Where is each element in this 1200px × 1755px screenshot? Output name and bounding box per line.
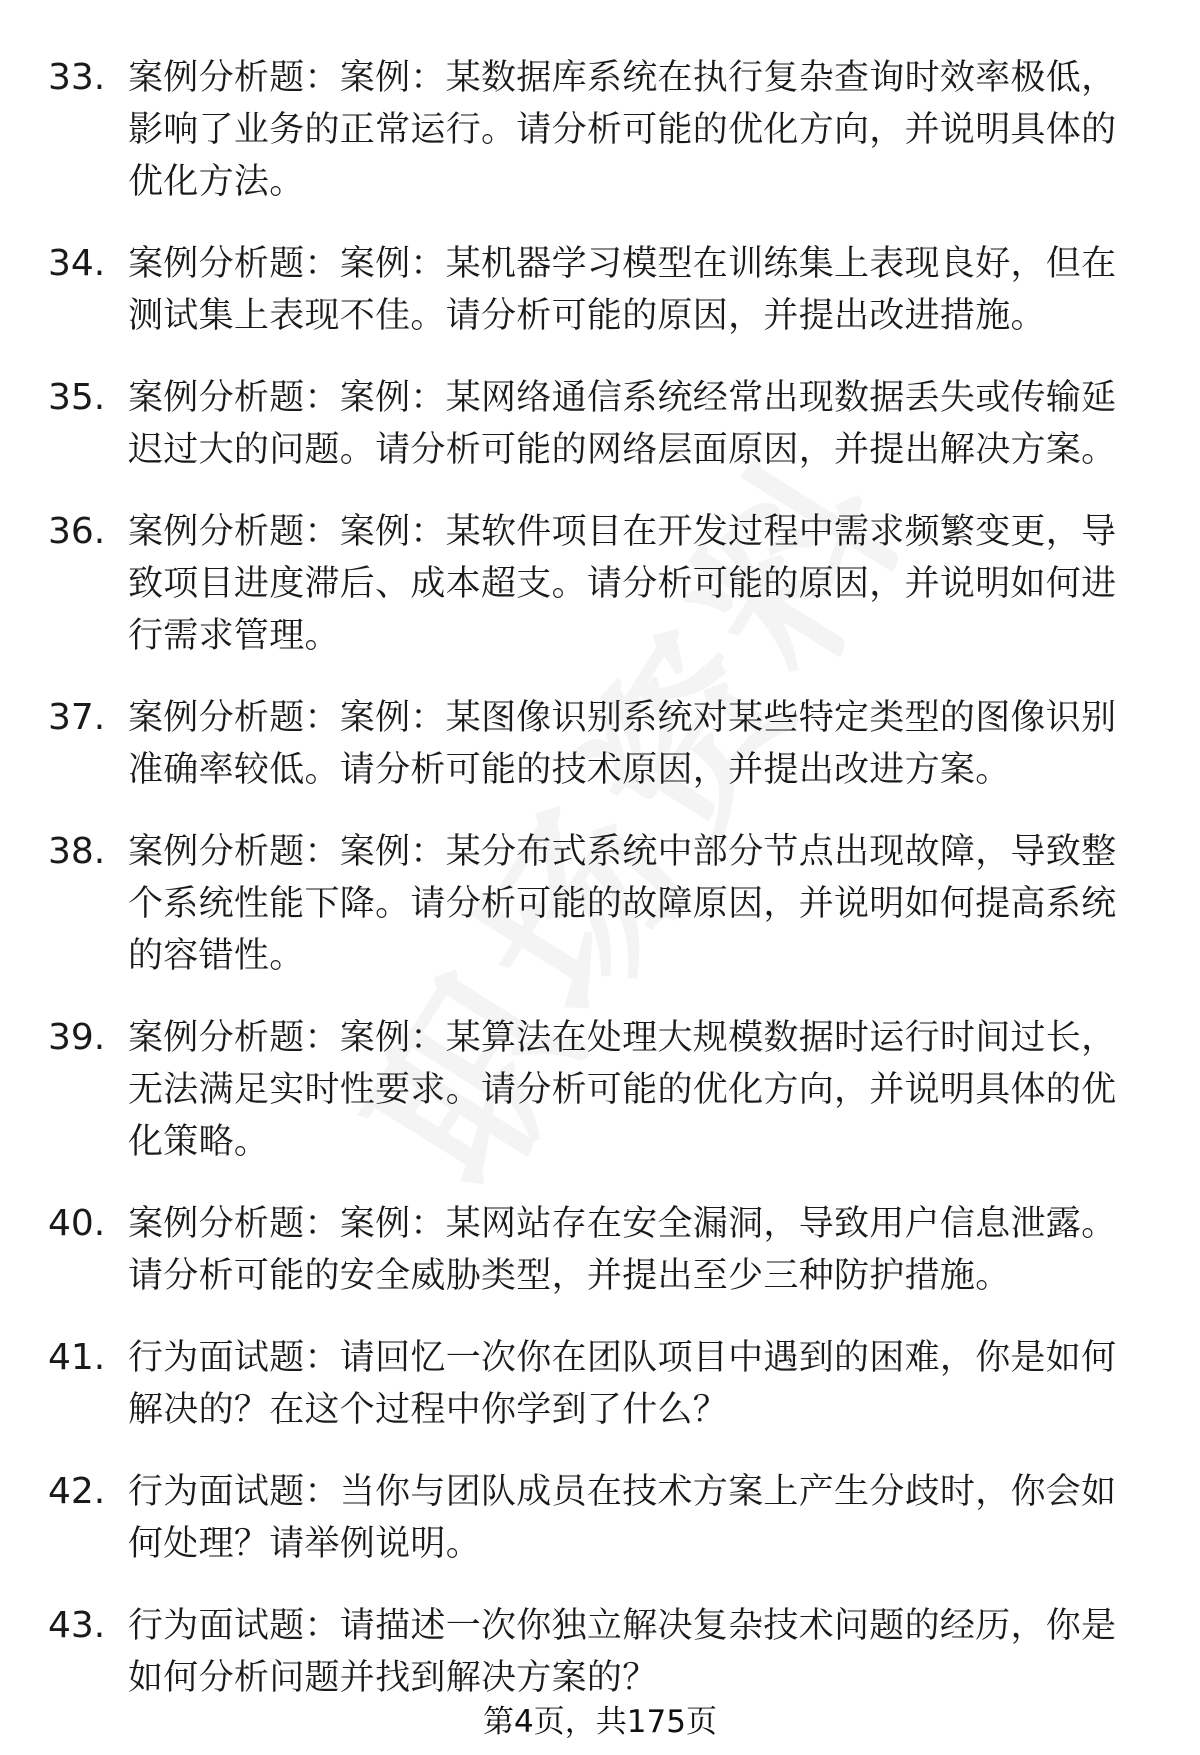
- question-number: 40.: [48, 1203, 106, 1244]
- question-item: [48, 1198, 1148, 1302]
- question-text: 案例分析题：案例：某数据库系统在执行复杂查询时效率极低，影响了业务的正常运行。请分析可能的优化方向，并说明具体的优化方法。: [128, 58, 1117, 202]
- question-text: 案例分析题：案例：某图像识别系统对某些特定类型的图像识别准确率较低。请分析可能的技术原因，并提出改进方案。: [128, 698, 1117, 790]
- question-text: 行为面试题：请回忆一次你在团队项目中遇到的困难，你是如何解决的？在这个过程中你学到了什么？: [128, 1338, 1117, 1430]
- question-item: [48, 52, 1148, 208]
- question-number: 33.: [48, 57, 106, 98]
- question-text: 案例分析题：案例：某网站存在安全漏洞，导致用户信息泄露。请分析可能的安全威胁类型，并提出至少三种防护措施。: [128, 1204, 1117, 1296]
- question-number: 42.: [48, 1471, 106, 1512]
- question-item: [48, 1332, 1148, 1436]
- question-text: 案例分析题：案例：某算法在处理大规模数据时运行时间过长，无法满足实时性要求。请分析可能的优化方向，并说明具体的优化策略。: [128, 1018, 1117, 1162]
- page-footer: 第4页，共175页: [483, 1704, 717, 1740]
- question-item: [48, 372, 1148, 476]
- question-text: 案例分析题：案例：某机器学习模型在训练集上表现良好，但在测试集上表现不佳。请分析可能的原因，并提出改进措施。: [128, 244, 1117, 336]
- question-list: [48, 52, 1148, 1734]
- question-number: 39.: [48, 1017, 106, 1058]
- question-item: [48, 1012, 1148, 1168]
- question-item: [48, 238, 1148, 342]
- question-number: 37.: [48, 697, 106, 738]
- question-number: 36.: [48, 511, 106, 552]
- question-item: [48, 506, 1148, 662]
- question-text: 案例分析题：案例：某分布式系统中部分节点出现故障，导致整个系统性能下降。请分析可能的故障原因，并说明如何提高系统的容错性。: [128, 832, 1117, 976]
- question-number: 35.: [48, 377, 106, 418]
- question-number: 41.: [48, 1337, 106, 1378]
- question-number: 43.: [48, 1605, 106, 1646]
- question-number: 38.: [48, 831, 106, 872]
- question-text: 案例分析题：案例：某网络通信系统经常出现数据丢失或传输延迟过大的问题。请分析可能的网络层面原因，并提出解决方案。: [128, 378, 1117, 470]
- question-text: 行为面试题：当你与团队成员在技术方案上产生分歧时，你会如何处理？请举例说明。: [128, 1472, 1117, 1564]
- question-item: [48, 826, 1148, 982]
- question-number: 34.: [48, 243, 106, 284]
- question-item: [48, 692, 1148, 796]
- question-item: [48, 1466, 1148, 1570]
- question-item: [48, 1600, 1148, 1704]
- question-text: 行为面试题：请描述一次你独立解决复杂技术问题的经历，你是如何分析问题并找到解决方案的？: [128, 1606, 1117, 1698]
- question-text: 案例分析题：案例：某软件项目在开发过程中需求频繁变更，导致项目进度滞后、成本超支。请分析可能的原因，并说明如何进行需求管理。: [128, 512, 1117, 656]
